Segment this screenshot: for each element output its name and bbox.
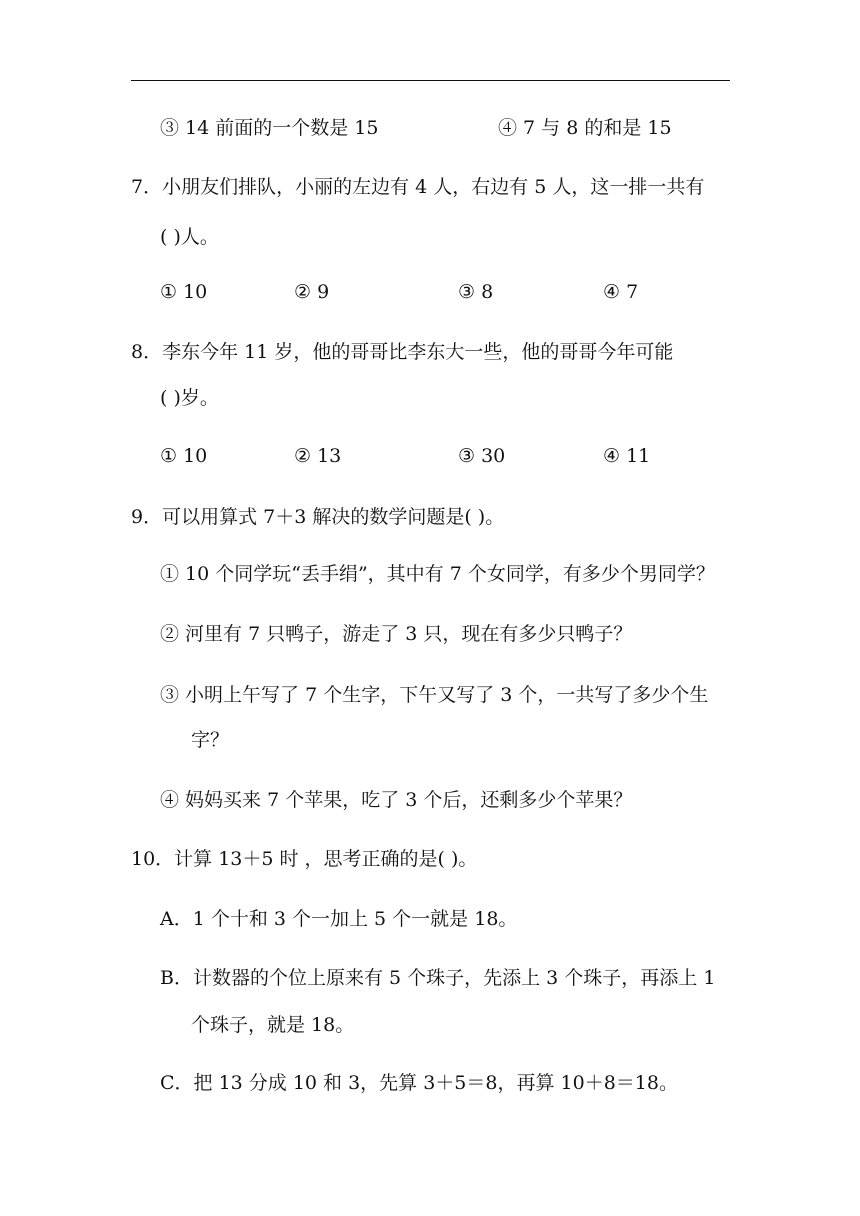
q8-stem-line1: 8．李东今年 11 岁，他的哥哥比李东大一些，他的哥哥今年可能 [131,341,674,363]
q7-stem-line2: ( )人。 [160,226,219,248]
q7-option-1[interactable]: ① 10 [160,281,208,303]
q9-option-3[interactable]: ③ 小明上午写了 7 个生字，下午又写了 3 个，一共写了多少个生 [160,684,709,706]
q9-option-1[interactable]: ① 10 个同学玩“丢手绢”，其中有 7 个女同学，有多少个男同学？ [160,563,715,585]
q8-option-4[interactable]: ④ 11 [603,445,651,467]
q10-option-c[interactable]: C．把 13 分成 10 和 3，先算 3＋5＝8，再算 10＋8＝18。 [160,1072,678,1094]
q10-stem: 10．计算 13＋5 时 ，思考正确的是( )。 [131,848,478,870]
q9-option-2[interactable]: ② 河里有 7 只鸭子，游走了 3 只，现在有多少只鸭子？ [160,623,633,645]
q8-stem-line2: ( )岁。 [160,387,219,409]
q6-option-4[interactable]: ④ 7 与 8 的和是 15 [498,117,672,139]
q7-stem-line1: 7．小朋友们排队，小丽的左边有 4 人，右边有 5 人，这一排一共有 [131,176,705,198]
q8-option-3[interactable]: ③ 30 [458,445,506,467]
header-rule [131,80,730,81]
q10-option-b[interactable]: B．计数器的个位上原来有 5 个珠子，先添上 3 个珠子，再添上 1 [160,967,716,989]
q7-option-2[interactable]: ② 9 [294,281,330,303]
q6-option-3[interactable]: ③ 14 前面的一个数是 15 [160,117,379,139]
q8-option-2[interactable]: ② 13 [294,445,342,467]
q10-option-a[interactable]: A．1 个十和 3 个一加上 5 个一就是 18。 [160,908,518,930]
q8-option-1[interactable]: ① 10 [160,445,208,467]
q7-option-4[interactable]: ④ 7 [603,281,639,303]
q9-option-4[interactable]: ④ 妈妈买来 7 个苹果，吃了 3 个后，还剩多少个苹果？ [160,789,633,811]
q9-stem: 9．可以用算式 7＋3 解决的数学问题是( )。 [131,506,505,528]
q9-option-3-cont: 字？ [191,729,230,751]
q10-option-b-cont: 个珠子，就是 18。 [191,1014,355,1036]
q7-option-3[interactable]: ③ 8 [458,281,494,303]
